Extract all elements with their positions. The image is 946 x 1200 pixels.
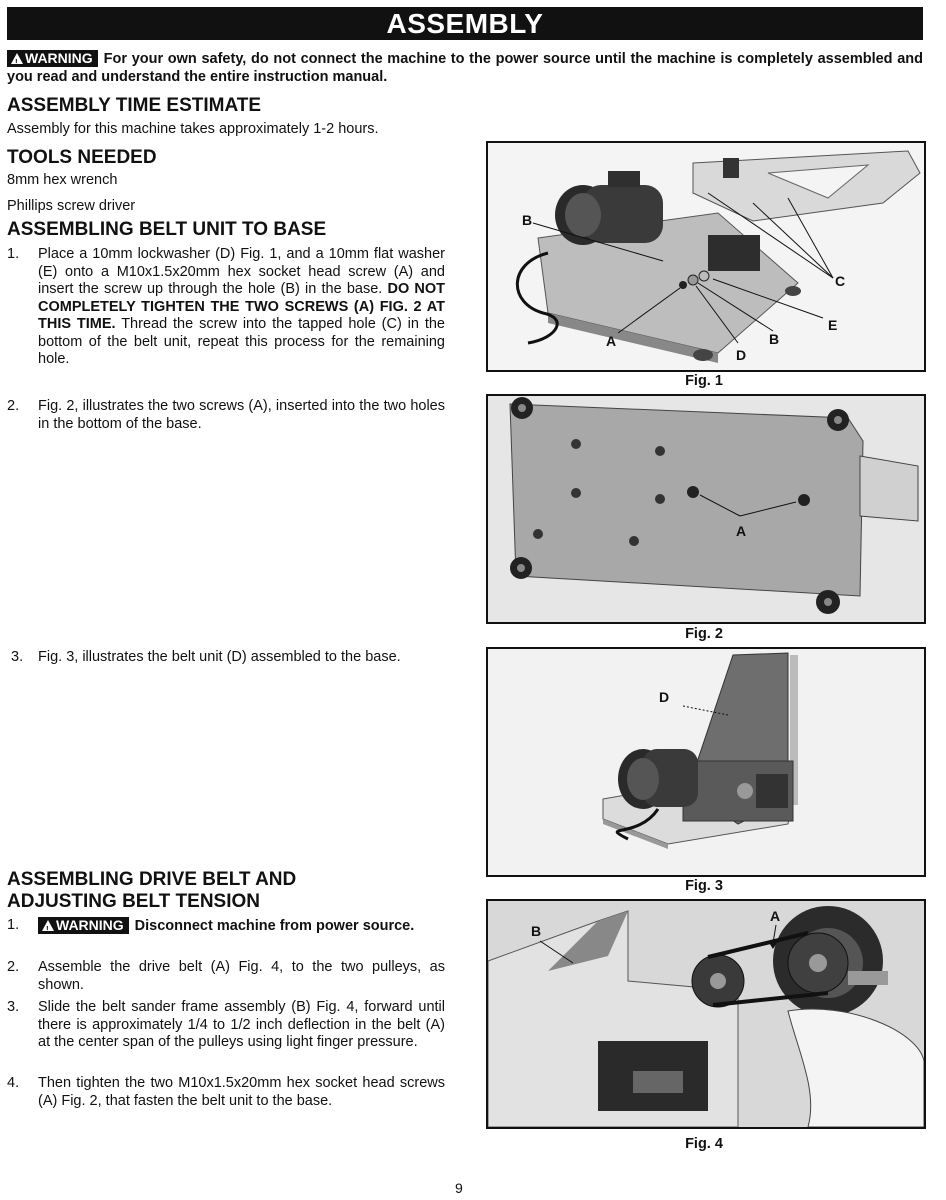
callout-label: E [828,317,838,333]
figure-4-photo [486,899,926,1129]
figure-caption: Fig. 4 [685,1136,723,1152]
list-item [7,398,445,433]
warning-badge: !WARNING [7,50,98,67]
page-title: ASSEMBLY [7,7,923,40]
callout-label: B [769,331,780,347]
belt-unit-heading: ASSEMBLING BELT UNIT TO BASE [7,219,327,240]
step-text: Place a 10mm lockwasher (D) Fig. 1, and a 10mm flat washer (E) onto a M10x1.5x20mm hex socket head screw (A) and insert the screw up through the hole (B) in the base. [38,246,445,297]
figure-1-photo [486,141,926,372]
step-text: Thread the screw into the tapped hole (C) in the bottom of the belt unit, repeat this process for the remaining hole. [38,316,445,367]
figure-caption: Fig. 3 [685,878,723,894]
page-number: 9 [455,1180,463,1196]
warning-icon [42,920,54,931]
step-text: Then tighten the two M10x1.5x20mm hex socket head screws (A) Fig. 2, that fasten the belt unit to the base. [38,1075,445,1109]
list-item [7,1075,445,1110]
warning-badge: ! WARNING [38,917,129,934]
callout-label: D [736,347,747,363]
callout-label: B [531,923,542,939]
callout-label: A [606,333,617,349]
callout-label: D [659,689,670,705]
drive-belt-heading-line2: ADJUSTING BELT TENSION [7,891,260,912]
list-item [7,959,445,994]
warning-text: For your own safety, do not connect the machine to the power source until the machine is completely assembled and you read and understand the entire instruction manual. [7,51,923,85]
list-item [7,917,445,936]
tool-item: 8mm hex wrench [7,172,118,188]
step-number: 1. [7,917,20,933]
figure-2-illustration [488,396,924,622]
list-item [7,649,445,667]
time-estimate-heading: ASSEMBLY TIME ESTIMATE [7,95,262,116]
step-number: 3. [11,649,24,665]
callout-label: B [522,212,533,228]
list-item [7,246,445,369]
step-number: 4. [7,1075,20,1091]
figure-caption: Fig. 2 [685,626,723,642]
figure-caption: Fig. 1 [685,373,723,389]
step-number: 2. [7,398,20,414]
step-text: Slide the belt sander frame assembly (B) Fig. 4, forward until there is approximately 1/4 to 1/2 inch deflection in the belt (A) at the center span of the pulleys using light finger pressure. [38,999,445,1050]
step-caution: DO NOT COMPLETELY TIGHTEN THE TWO SCREWS (A) FIG. 2 AT THIS TIME. [38,281,445,332]
tools-heading: TOOLS NEEDED [7,147,157,168]
step-text: Assemble the drive belt (A) Fig. 4, to the two pulleys, as shown. [38,959,445,993]
step-text: Disconnect machine from power source. [134,918,415,934]
callout-label: A [770,908,781,924]
figure-3-photo [486,647,926,877]
safety-warning [7,50,923,86]
figure-3-illustration [488,649,924,875]
figure-1-illustration [488,143,924,370]
figure-2-photo [486,394,926,624]
tool-item: Phillips screw driver [7,198,136,214]
step-number: 1. [7,246,20,262]
step-text: Fig. 2, illustrates the two screws (A), inserted into the two holes in the bottom of the base. [38,398,445,432]
step-text: Fig. 3, illustrates the belt unit (D) assembled to the base. [38,649,401,665]
time-estimate-text: Assembly for this machine takes approximately 1-2 hours. [7,121,379,137]
figure-4-illustration [488,901,924,1127]
drive-belt-heading-line1: ASSEMBLING DRIVE BELT AND [7,869,297,890]
callout-label: A [736,523,747,539]
warning-icon [11,53,23,64]
callout-label: C [835,273,846,289]
step-number: 2. [7,959,20,975]
list-item [7,999,445,1052]
step-number: 3. [7,999,20,1015]
